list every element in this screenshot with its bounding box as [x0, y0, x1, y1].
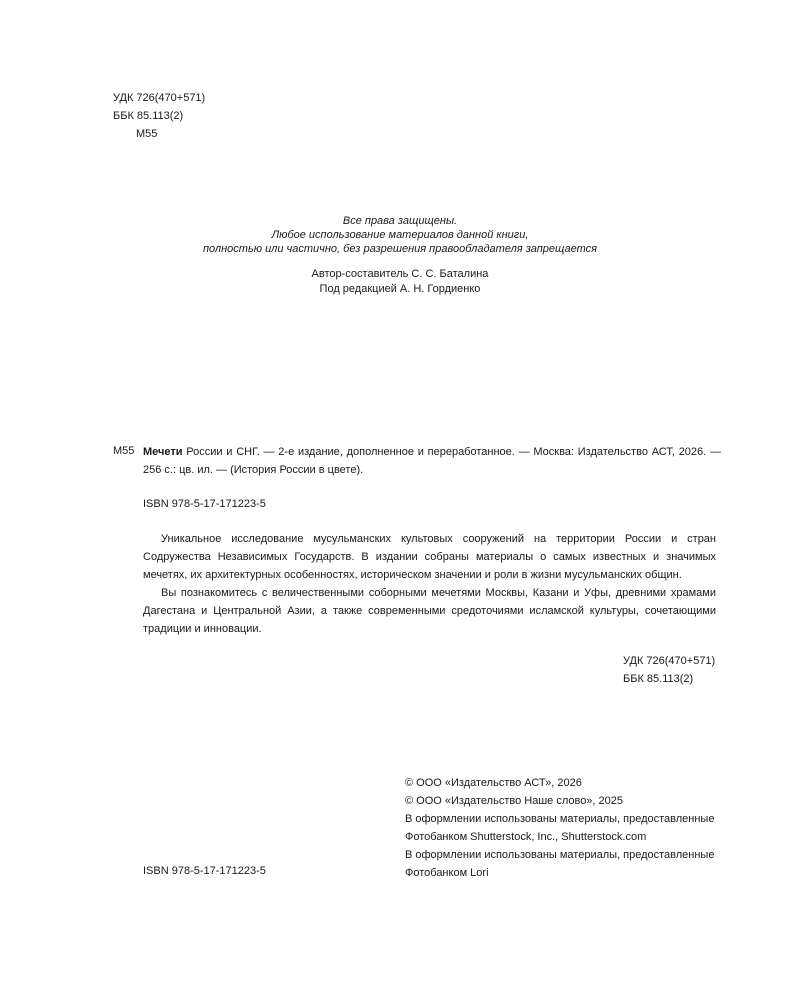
- credits: [0, 267, 800, 297]
- copyright-line-3: В оформлении использованы материалы, предоставленные: [405, 813, 715, 825]
- isbn-bottom: ISBN 978-5-17-171223-5: [143, 865, 266, 877]
- rights-notice: [0, 214, 800, 256]
- copyright-line-2: © ООО «Издательство Наше слово», 2025: [405, 795, 624, 807]
- rights-line-1: Все права защищены.: [342, 215, 458, 227]
- copyright-line-5: В оформлении использованы материалы, предоставленные: [405, 849, 715, 861]
- biblio-details: России и СНГ. — 2-е издание, дополненное и переработанное. — Москва: Издательство АСТ, 2026. — 256 с.: цв. ил. — (История России в цвете).: [143, 446, 721, 476]
- copyright-line-4: Фотобанком Shutterstock, Inc., Shutterstock.com: [405, 831, 647, 843]
- bbk-code: ББК 85.113(2): [113, 110, 184, 122]
- copyright-block: [405, 775, 714, 883]
- annotation-paragraph-2: Вы познакомитесь с величественными соборными мечетями Москвы, Казани и Уфы, древними храмами Дагестана и Центральной Азии, а также современными средоточиями исламской культуры, сочетающими традиции и инновации.: [143, 587, 716, 635]
- annotation: [143, 530, 716, 638]
- copyright-line-6: Фотобанком Lori: [405, 867, 489, 879]
- rights-line-2: Любое использование материалов данной книги,: [271, 229, 529, 241]
- book-title: Мечети: [143, 446, 183, 458]
- copyright-line-1: © ООО «Издательство АСТ», 2026: [405, 777, 582, 789]
- annotation-paragraph-1: Уникальное исследование мусульманских культовых сооружений на территории России и стран Содружества Независимых Государств. В издании собраны материалы о самых известных и значимых мечетях, их архитектурных особенностях, историческом значении и роли в жизни мусульманских общин.: [143, 533, 716, 581]
- biblio-author-mark: М55: [113, 445, 135, 457]
- classification-codes-right: [623, 653, 715, 689]
- isbn-top: ISBN 978-5-17-171223-5: [143, 498, 266, 510]
- author-mark: М55: [136, 128, 158, 140]
- bbk-code-right: ББК 85.113(2): [623, 673, 694, 685]
- udk-code: УДК 726(470+571): [113, 92, 206, 104]
- compiler-credit: Автор-составитель С. С. Баталина: [311, 268, 489, 280]
- editor-credit: Под редакцией А. Н. Гордиенко: [319, 283, 481, 295]
- classification-codes-top: [113, 90, 205, 144]
- biblio-description: [143, 443, 721, 479]
- rights-line-3: полностью или частично, без разрешения правообладателя запрещается: [202, 243, 597, 255]
- udk-code-right: УДК 726(470+571): [623, 655, 716, 667]
